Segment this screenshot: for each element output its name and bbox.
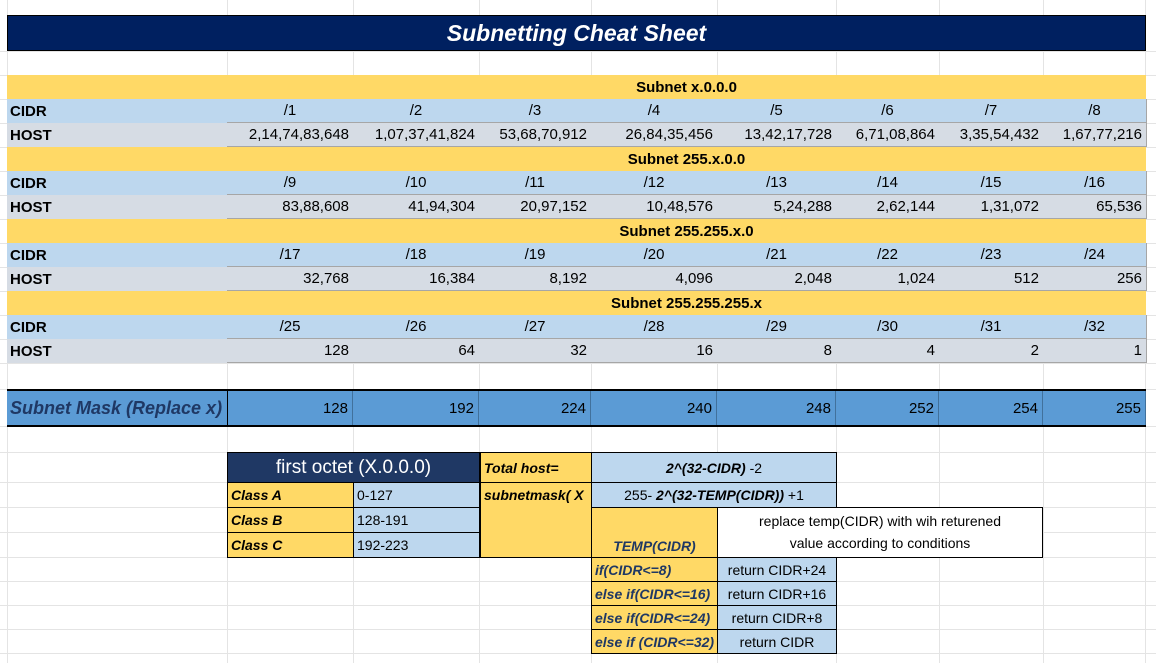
host-cell: 83,88,608 xyxy=(227,195,354,219)
cidr-label: CIDR xyxy=(7,99,228,123)
cidr-cell: /11 xyxy=(479,171,592,195)
host-cell: 1,024 xyxy=(836,267,940,291)
host-label: HOST xyxy=(7,123,228,147)
host-cell: 53,68,70,912 xyxy=(479,123,592,147)
return-cell: return CIDR+16 xyxy=(717,581,837,606)
host-cell: 512 xyxy=(939,267,1044,291)
cidr-cell: /6 xyxy=(836,99,940,123)
cidr-cell: /8 xyxy=(1043,99,1147,123)
subnetmask-expression: 2^(32-TEMP(CIDR)) xyxy=(656,487,785,503)
host-cell: 32,768 xyxy=(227,267,354,291)
section-heading: Subnet 255.255.x.0 xyxy=(227,219,1146,243)
section-header-blank xyxy=(7,147,228,171)
cidr-cell: /20 xyxy=(591,243,718,267)
subnet-mask-value: 255 xyxy=(1043,391,1146,425)
host-cell: 10,48,576 xyxy=(591,195,718,219)
cidr-cell: /18 xyxy=(353,243,480,267)
condition-cell: else if (CIDR<=32) xyxy=(591,629,718,654)
host-cell: 64 xyxy=(353,339,480,363)
subnet-mask-value: 254 xyxy=(939,391,1043,425)
host-cell: 8,192 xyxy=(479,267,592,291)
cidr-cell: /17 xyxy=(227,243,354,267)
host-cell: 2 xyxy=(939,339,1044,363)
cidr-label: CIDR xyxy=(7,315,228,339)
host-cell: 41,94,304 xyxy=(353,195,480,219)
host-cell: 16,384 xyxy=(353,267,480,291)
cidr-cell: /13 xyxy=(717,171,837,195)
octet-table-header: first octet (X.0.0.0) xyxy=(227,452,480,483)
subnet-mask-value: 224 xyxy=(479,391,591,425)
subnetmask-prefix: 255- xyxy=(624,487,657,503)
subnet-mask-value: 252 xyxy=(836,391,939,425)
section-heading: Subnet 255.x.0.0 xyxy=(227,147,1146,171)
section-header-blank xyxy=(7,75,228,99)
section-heading: Subnet 255.255.255.x xyxy=(227,291,1146,315)
cidr-label: CIDR xyxy=(7,243,228,267)
section-header-blank xyxy=(7,291,228,315)
subnetmask-suffix: +1 xyxy=(784,487,804,503)
class-range: 0-127 xyxy=(353,482,480,508)
host-label: HOST xyxy=(7,195,228,219)
host-cell: 32 xyxy=(479,339,592,363)
host-cell: 26,84,35,456 xyxy=(591,123,718,147)
cidr-cell: /23 xyxy=(939,243,1044,267)
cidr-cell: /25 xyxy=(227,315,354,339)
cidr-cell: /9 xyxy=(227,171,354,195)
subnetmask-label: subnetmask( X xyxy=(480,482,592,508)
cidr-cell: /28 xyxy=(591,315,718,339)
subnet-mask-value: 128 xyxy=(227,391,353,425)
temp-note-line-2: value according to conditions xyxy=(789,534,971,551)
return-cell: return CIDR+8 xyxy=(717,605,837,630)
cidr-cell: /24 xyxy=(1043,243,1147,267)
cidr-cell: /1 xyxy=(227,99,354,123)
cidr-label: CIDR xyxy=(7,171,228,195)
cidr-cell: /2 xyxy=(353,99,480,123)
subnet-mask-value: 248 xyxy=(717,391,836,425)
host-cell: 6,71,08,864 xyxy=(836,123,940,147)
subnetmask-label-blank xyxy=(480,507,592,558)
host-cell: 8 xyxy=(717,339,837,363)
temp-cidr-cell xyxy=(591,507,718,558)
cidr-cell: /15 xyxy=(939,171,1044,195)
subnetmask-formula xyxy=(591,482,837,508)
cidr-cell: /31 xyxy=(939,315,1044,339)
class-name: Class C xyxy=(227,532,354,558)
condition-cell: else if(CIDR<=16) xyxy=(591,581,718,606)
class-name: Class B xyxy=(227,507,354,533)
cidr-cell: /4 xyxy=(591,99,718,123)
total-host-expression: 2^(32-CIDR) xyxy=(665,459,746,476)
cidr-cell: /27 xyxy=(479,315,592,339)
condition-cell: if(CIDR<=8) xyxy=(591,557,718,582)
cidr-cell: /32 xyxy=(1043,315,1147,339)
host-cell: 1,31,072 xyxy=(939,195,1044,219)
host-cell: 2,62,144 xyxy=(836,195,940,219)
total-host-formula xyxy=(591,452,837,483)
cidr-cell: /21 xyxy=(717,243,837,267)
subnet-mask-label: Subnet Mask (Replace x) xyxy=(7,391,228,425)
host-cell: 4 xyxy=(836,339,940,363)
cidr-cell: /19 xyxy=(479,243,592,267)
sheet-title: Subnetting Cheat Sheet xyxy=(7,15,1146,51)
host-cell: 5,24,288 xyxy=(717,195,837,219)
cidr-cell: /30 xyxy=(836,315,940,339)
cidr-cell: /7 xyxy=(939,99,1044,123)
host-cell: 1,07,37,41,824 xyxy=(353,123,480,147)
host-cell: 3,35,54,432 xyxy=(939,123,1044,147)
cidr-cell: /29 xyxy=(717,315,837,339)
cidr-cell: /12 xyxy=(591,171,718,195)
class-range: 128-191 xyxy=(353,507,480,533)
host-label: HOST xyxy=(7,267,228,291)
cidr-cell: /5 xyxy=(717,99,837,123)
host-cell: 2,14,74,83,648 xyxy=(227,123,354,147)
return-cell: return CIDR xyxy=(717,629,837,654)
section-header-blank xyxy=(7,219,228,243)
host-cell: 65,536 xyxy=(1043,195,1147,219)
subnet-mask-value: 192 xyxy=(353,391,479,425)
cidr-cell: /14 xyxy=(836,171,940,195)
temp-cidr-label: TEMP(CIDR) xyxy=(613,538,696,554)
total-host-suffix: -2 xyxy=(745,459,763,476)
total-host-label: Total host= xyxy=(480,452,592,483)
host-label: HOST xyxy=(7,339,228,363)
class-range: 192-223 xyxy=(353,532,480,558)
host-cell: 20,97,152 xyxy=(479,195,592,219)
temp-note xyxy=(717,507,1043,558)
host-cell: 128 xyxy=(227,339,354,363)
host-cell: 2,048 xyxy=(717,267,837,291)
cidr-cell: /22 xyxy=(836,243,940,267)
host-cell: 16 xyxy=(591,339,718,363)
class-name: Class A xyxy=(227,482,354,508)
return-cell: return CIDR+24 xyxy=(717,557,837,582)
cidr-cell: /16 xyxy=(1043,171,1147,195)
cidr-cell: /3 xyxy=(479,99,592,123)
host-cell: 1 xyxy=(1043,339,1147,363)
host-cell: 13,42,17,728 xyxy=(717,123,837,147)
temp-note-line-1: replace temp(CIDR) with wih returened xyxy=(759,513,1001,530)
section-heading: Subnet x.0.0.0 xyxy=(227,75,1146,99)
cidr-cell: /26 xyxy=(353,315,480,339)
cidr-cell: /10 xyxy=(353,171,480,195)
condition-cell: else if(CIDR<=24) xyxy=(591,605,718,630)
host-cell: 1,67,77,216 xyxy=(1043,123,1147,147)
host-cell: 256 xyxy=(1043,267,1147,291)
host-cell: 4,096 xyxy=(591,267,718,291)
subnet-mask-value: 240 xyxy=(591,391,717,425)
